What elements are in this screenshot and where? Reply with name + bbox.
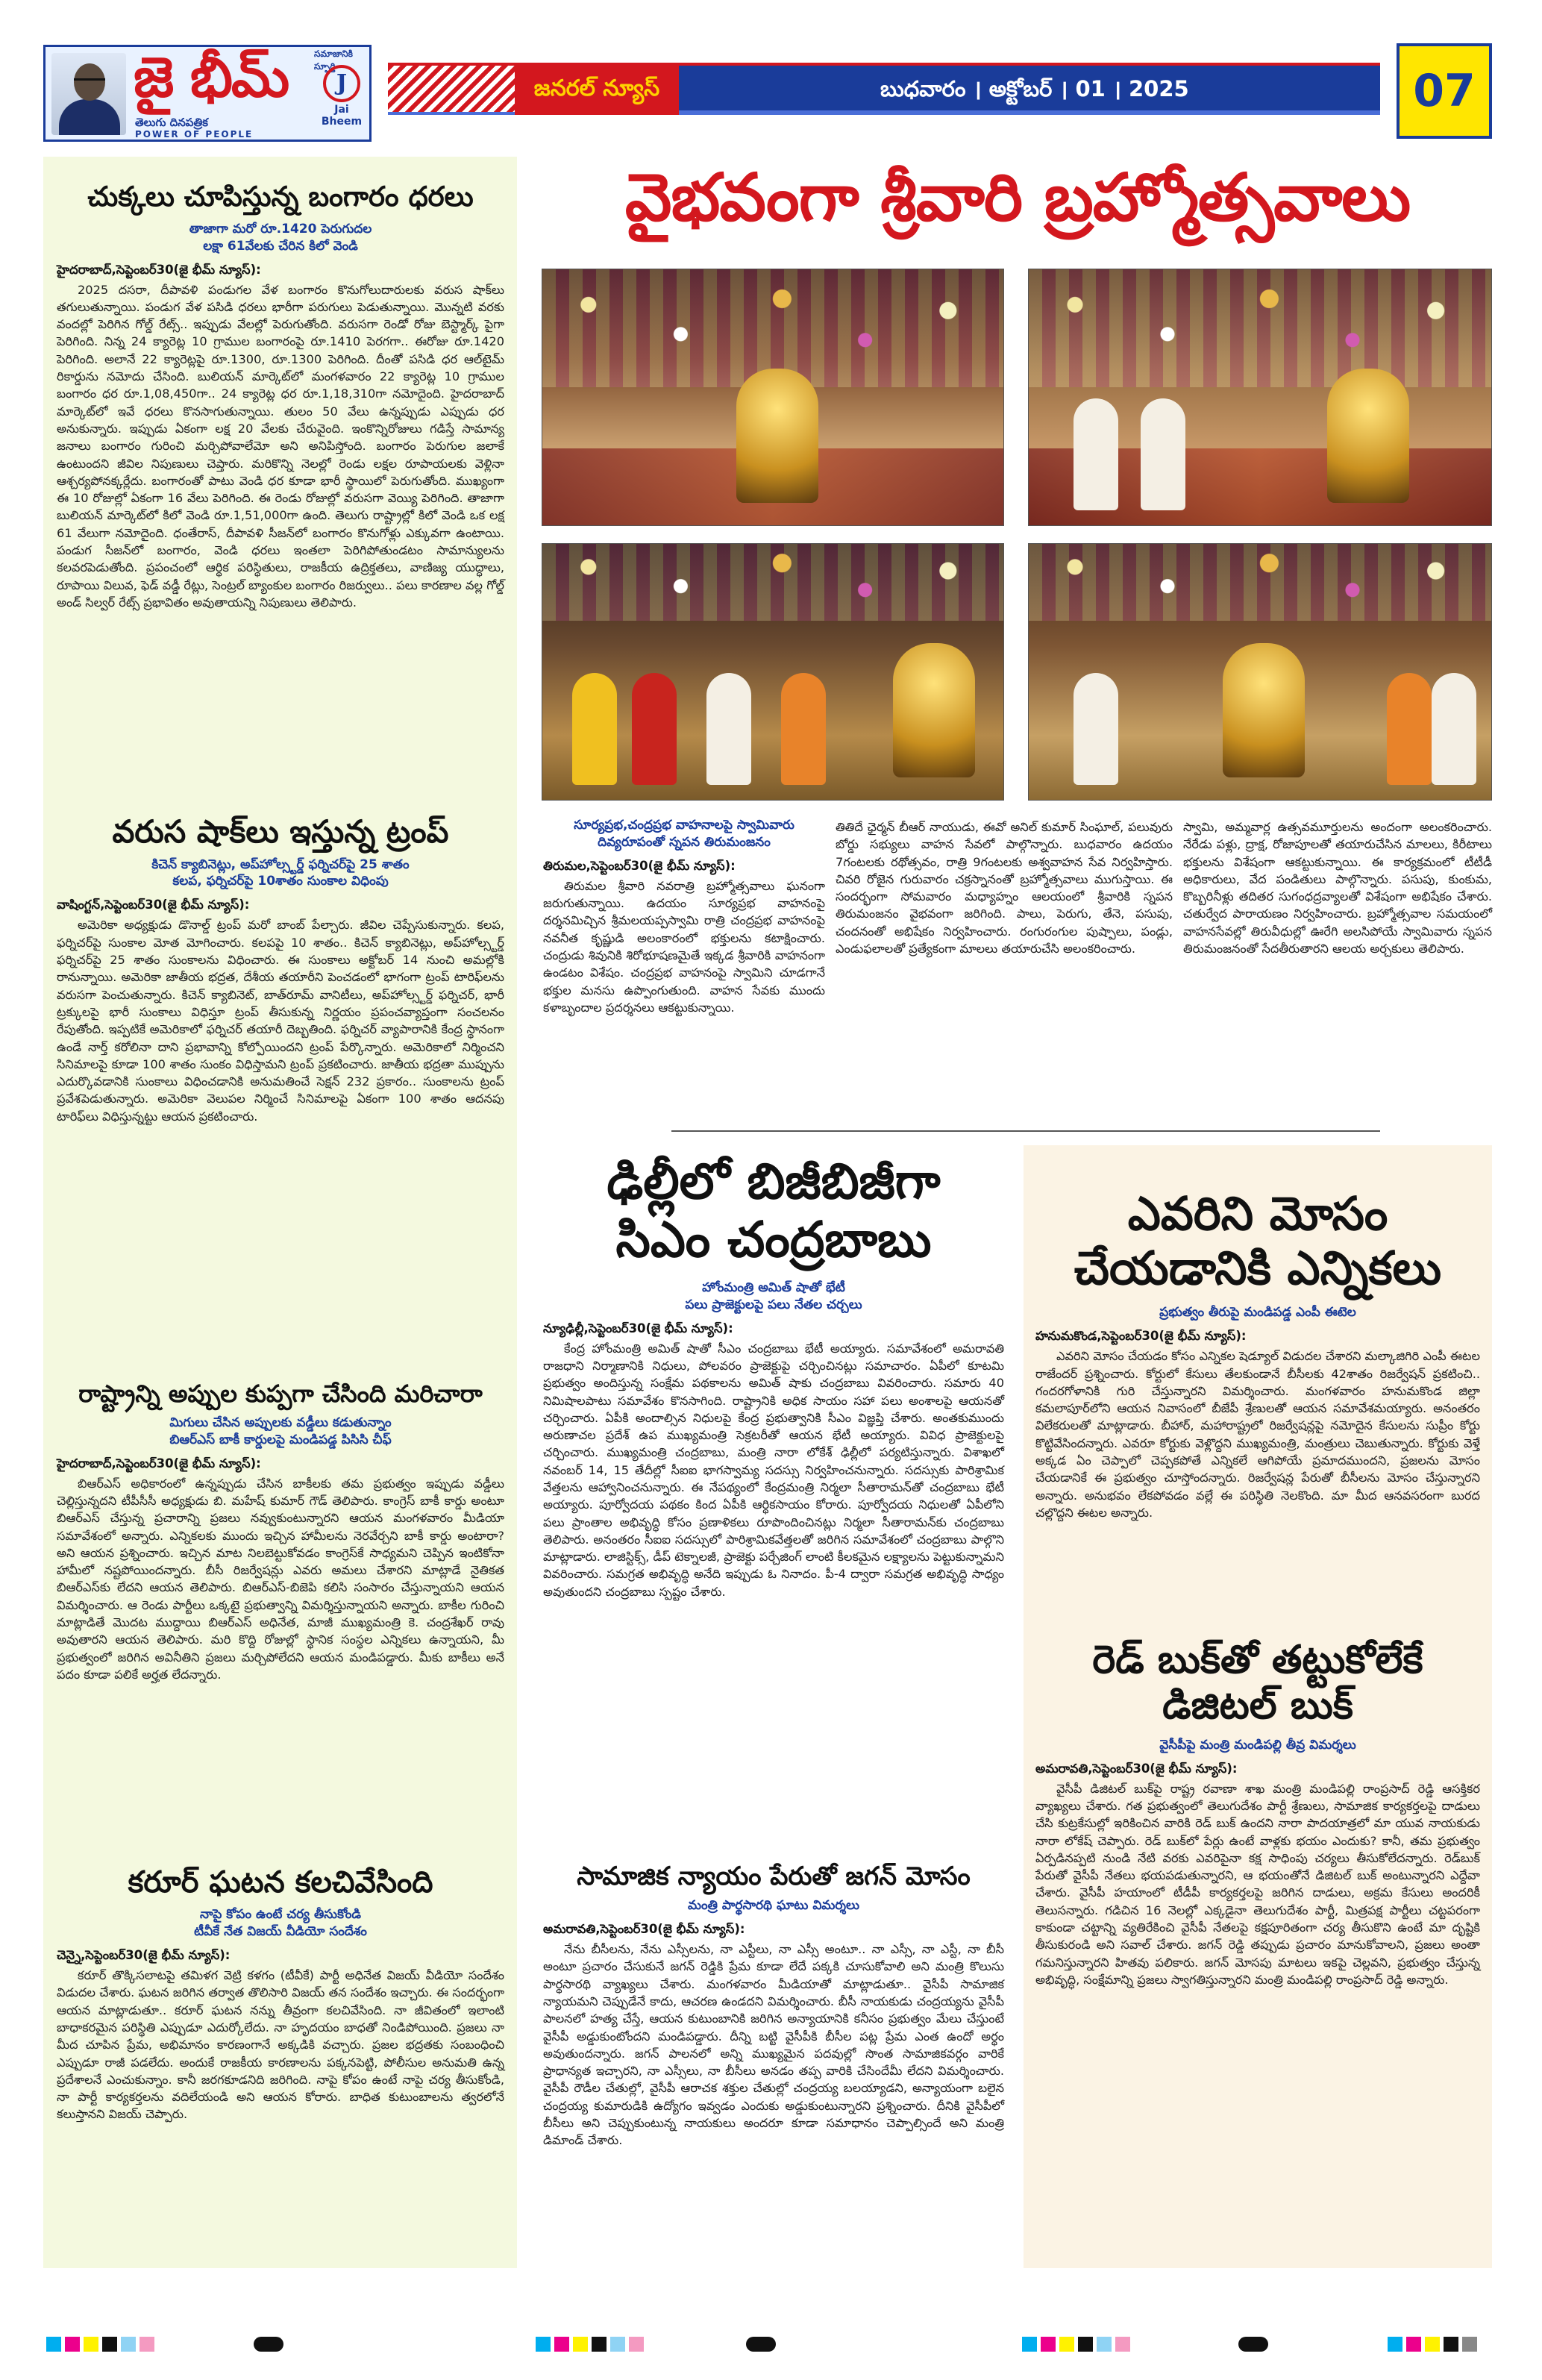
color-bar-3	[1022, 2337, 1130, 2352]
karur-kicker-2: టీవీకే నేత విజయ్ వీడియో సందేశం	[194, 1924, 367, 1940]
utsav-kicker: దివ్యరూపంతో స్నపన తిరుమంజనం	[598, 834, 771, 850]
election-dateline: హనుమకొండ,సెప్టెంబర్30(జై భీమ్ న్యూస్):	[1035, 1329, 1247, 1344]
redbook-body: వైసీపీ డిజిటల్ బుక్‌పై రాష్ట్ర రవాణా శాఖ మంత్రి మండిపల్లి రాంప్రసాద్ రెడ్డి ఆసక్తికర వ్యాఖ్యలు చేశారు. గత ప్రభుత్వంలో తెలుగుదేశం పార్టీ శ్రేణులు, సామాజిక కార్యకర్తలపై దాడులు చేసి కుట్రకేసుల్లో ఇరికించిన వారికి రెడ్ బుక్ ఉందని నారా పాదయాత్రలో మా యువ నాయకుడు నారా లోకేష్ చెప్పారు. రెడ్ బుక్‌లో పేర్లు ఉంటే వాళ్లకు భయం ఎందుకు? కానీ, తమ ప్రభుత్వం ఏర్పడినప్పటి నుండి నేటి వరకు ఎవరిపైనా కక్ష సాధింపు చర్యలు తీసుకోలేదన్నారు. రెడ్‌బుక్ పేరుతో వైసీపీ నేతలు భయపడుతున్నారని, ఆ భయంతోనే డిజిటల్ బుక్ అంటున్నారని ఎద్దేవా చేశారు. వైసీపీ హయాంలో టీడీపీ కార్యకర్తలపై జరిగిన దాడులు, అక్రమ కేసులు అందరికీ తెలుసన్నారు. గడిచిన 16 నెలల్లో ఎక్కడైనా తెలుగుదేశం పార్టీ, మిత్రపక్ష పార్టీలు చట్టపరంగా కాకుండా చట్టాన్ని వ్యతిరేకించి వైసీపీ నేతలపై కక్షపూరితంగా చర్య తీసుకొని ఉంటే మా దృష్టికి తీసుకురండి అని సవాల్ చేశారు. జగన్ రెడ్డి తప్పుడు ప్రచారం మానుకోవాలని, ప్రజలు అంతా గమనిస్తున్నారని హితవు పలికారు. జగన్ మోసపు మాటలు ఇకపై చెల్లవని, ప్రభుత్వం చేస్తున్న అభివృద్ధి, సంక్షేమాన్ని ప్రజలు స్వాగతిస్తున్నారని మంత్రి మండిపల్లి రాంప్రసాద్ రెడ్డి అన్నారు.	[1035, 1781, 1480, 1987]
color-bar-2	[536, 2337, 644, 2352]
debt-dateline: హైదరాబాద్,సెప్టెంబర్30(జై భీమ్ న్యూస్):	[57, 1456, 261, 1471]
logo-name: Jai Bheem	[321, 104, 363, 128]
newspaper-title: జై భీమ్	[134, 46, 289, 110]
delhi-dateline: న్యూఢిల్లీ,సెప్టెంబర్30(జై భీమ్ న్యూస్):	[543, 1321, 733, 1335]
delhi-headline-line2: సిఎం చంద్రబాబు	[615, 1210, 932, 1268]
main-headline: వైభవంగా శ్రీవారి బ్రహ్మోత్సవాలు	[624, 158, 1411, 236]
registration-mark-3	[1238, 2337, 1268, 2352]
delhi-kicker-2: పలు ప్రాజెక్టులపై పలు నేతల చర్చలు	[685, 1297, 862, 1312]
article-karur	[57, 1865, 504, 2123]
left-column	[43, 157, 517, 2268]
karur-kicker-1: నాపై కోపం ఉంటే చర్య తీసుకోండి	[200, 1907, 361, 1923]
social-headline: సామాజిక న్యాయం పేరుతో జగన్ మోసం	[577, 1861, 971, 1891]
utsav-col3	[1183, 817, 1492, 957]
photo-priests-ritual	[1028, 269, 1492, 526]
debt-kicker-2: బిఆర్ఎస్ బాకీ కార్డులపై మండిపడ్డ పిసిసి చీఫ్	[169, 1432, 392, 1447]
article-debt	[57, 1380, 504, 1683]
delhi-headline-line1: ఢిల్లీలో బిజీబిజీగా	[607, 1153, 941, 1210]
trump-kicker-1: కిచెన్ క్యాబినెట్లు, అప్‌హోల్స్టర్డ్ ఫర్నిచర్‌పై 25 శాతం	[151, 857, 410, 872]
social-kicker: మంత్రి పార్థసారథి ఘాటు విమర్శలు	[688, 1898, 859, 1914]
karur-body: కరూర్ తొక్కిసలాటపై తమిళగ వెట్రి కళగం (టీవీకే) పార్టీ అధినేత విజయ్ వీడియో సందేశం విడుదల చేశారు. ఘటన జరిగిన తర్వాత తొలిసారి విజయ్ తన సందేశం ఇచ్చారు. ఈ సందర్భంగా ఆయన మాట్లాడుతూ.. కరూర్ ఘటన నన్ను తీవ్రంగా కలచివేసింది. నా జీవితంలో ఇలాంటి బాధాకరమైన పరిస్థితి ఎప్పుడూ ఎదుర్కోలేదు. నా హృదయం బాధతో నిండిపోయింది. ప్రజలు నా మీద చూపిన ప్రేమ, అభిమానం కారణంగానే అక్కడికి వచ్చారు. ప్రజల భద్రతకు సంబంధించి ఎప్పుడూ రాజీ పడలేదు. అందుకే రాజకీయ కారణాలను పక్కనపెట్టి, పోలీసుల అనుమతి ఉన్న ప్రదేశాలనే ఎంచుకున్నాం. కానీ జరగకూడనిది జరిగింది. నాపై కోపం ఉంటే నాపై చర్య తీసుకోండి, నా పార్టీ కార్యకర్తలను వదిలేయండి అని ఆయన కోరారు. బాధిత కుటుంబాలను త్వరలోనే కలుస్తానని విజయ్ చెప్పారు.	[57, 1968, 504, 2122]
redbook-kicker: వైసీపీపై మంత్రి మండిపల్లి తీవ్ర విమర్శలు	[1159, 1737, 1356, 1753]
masthead	[43, 45, 372, 142]
karur-headline: కరూర్ ఘటన కలచివేసింది	[128, 1865, 433, 1900]
debt-body: బిఆర్ఎస్ అధికారంలో ఉన్నప్పుడు చేసిన బాకీలకు తమ ప్రభుత్వం ఇప్పుడు వడ్డీలు చెల్లిస్తున్నదని టీపీసీసీ అధ్యక్షుడు బి. మహేష్ కుమార్ గౌడ్ తెలిపారు. కాంగ్రెస్ బాకీ కార్డు అంటూ బిఆర్ఎస్ చేస్తున్న ప్రచారాన్ని ప్రజలు నవ్వుకుంటున్నారని ఆయన మంగళవారం మీడియా సమావేశంలో అన్నారు. ఎన్నికలకు ముందు ఇచ్చిన హామీలను నెరవేర్చని బాకీ కార్డు అంటారా? అని ఆయన ప్రశ్నించారు. ఇచ్చిన మాట నిలబెట్టుకోవడం కాంగ్రెస్‌కే సాధ్యమని చెప్పిన ఇంటికోనా హామీలో నష్టపోయిందన్నారు. బీసీ రిజర్వేషన్లు ఎవరు అమలు చేశారని మాట్లాడే నైతికత బిఆర్ఎస్‌కు లేదని ఆయన తెలిపారు. బిఆర్ఎస్-బిజెపి కలిసి సంసారం చేస్తున్నాయని ఆయన విమర్శించారు. ఆ రెండు పార్టీలు ఒక్కటై ప్రభుత్వాన్ని విమర్శిస్తున్నాయని అన్నారు. బాకీల గురించి మాట్లాడితే మొదట ముద్దాయి బిఆర్ఎస్ అధినేత, మాజీ ముఖ్యమంత్రి కె. చంద్రశేఖర్ రావు అవుతారని ఆయన తెలిపారు. మరి కొద్ది రోజుల్లో స్థానిక సంస్థల ఎన్నికలు ఉన్నాయని, మీ ప్రభుత్వంలో జరిగిన అవినీతిని ప్రజలు మర్చిపోలేదని ఆయన మండిపడ్డారు. మీకు బాకీలు అనే పదం కూడా పలికే అర్హత లేదన్నారు.	[57, 1476, 504, 1682]
article-social	[543, 1861, 1004, 2149]
debt-kicker-1: మిగులు చేసిన అప్పులకు వడ్డీలు కడుతున్నాం	[169, 1415, 392, 1430]
trump-headline: వరుస షాక్‌లు ఇస్తున్న ట్రంప్	[112, 813, 449, 850]
utsav-col2	[836, 817, 1173, 957]
page-number: 07	[1397, 43, 1492, 139]
social-body: నేను బీసీలను, నేను ఎస్సీలను, నా ఎస్టీలు, నా ఎస్సీ అంటూ.. నా ఎస్సీ, నా ఎస్టీ, నా బీసీ అంటూ ప్రచారం చేసుకునే జగన్ రెడ్డికి ప్రేమ కూడా లేదే పక్కకి చూసుకోవాలి అని మంత్రి కొలుసు పార్థసారథి వ్యాఖ్యలు చేశారు. మంగళవారం మీడియాతో మాట్లాడుతూ.. వైసీపీ సామాజిక న్యాయమని చెప్పుడేనే కాదు, ఆచరణ ఉండదని విమర్శించారు. బీసీ నాయకుడు చంద్రయ్యను వైసీపీ పాలనలో హత్య చేస్తే, ఆయన కుటుంబానికి జరిగిన అన్యాయానికి కనీసం ప్రభుత్వం మేలు చేస్తుంటే వైసీపీ అడ్డుకుంటోందని మండిపడ్డారు. దీన్ని బట్టి వైసీపీకి బీసీల పట్ల ప్రేమ ఎంత ఉందో అర్థం అవుతుందన్నారు. జగన్ పాలనలో అన్ని ముఖ్యమైన పదవుల్లో సొంత సామాజికవర్గం వారికే ప్రాధాన్యత ఇచ్చారని, నా ఎస్సీలు, నా బీసీలు అనడం తప్ప వారికి చేసిందేమీ లేదని విమర్శించారు. వైసీపీ రౌడీల చేతుల్లో, వైసీపీ ఆరాచక శక్తుల చేతుల్లో చంద్రయ్య బలయ్యాడని, అన్యాయంగా బలైన చంద్రయ్య కుమారుడికి ఉద్యోగం ఇవ్వడం ఎందుకు అడ్డుకుంటున్నారని ప్రశ్నించారు. దీనికి వైసీపీలో బీసీలు అని చెప్పుకుంటున్న నాయకులు అందరూ కూడా సమాధానం చెప్పాల్సిందే అని మంత్రి డిమాండ్ చేశారు.	[543, 1942, 1004, 2148]
utsav-body-col3: స్వామి, అమ్మవార్ల ఉత్సవమూర్తులను అందంగా అలంకరించారు. నేరేడు పళ్లు, ద్రాక్ష, రోజాపూలతో తయారుచేసిన మాలలు, కిరీటాలు భక్తులను విశేషంగా ఆకట్టుకున్నాయి. ఈ కార్యక్రమంలో టీటీడీ అధికారులు, వేద పండితులు పాల్గొన్నారు. పసుపు, కుంకుమ, కొబ్బరినీళ్లు తదితర సుగంధద్రవ్యాలతో విశేషంగా అభిషేకం చేశారు. చతుర్వేద పారాయణం నిర్వహించారు. బ్రహ్మోత్సవాల సమయంలో వాహనసేవల్లో తిరువీధుల్లో ఊరేగి అలసిపోయే స్వామివారు స్నపన తిరుమంజనంతో సేదతీరుతారని ఆలయ అర్చకులు తెలిపారు.	[1183, 820, 1492, 956]
gold-dateline: హైదరాబాద్,సెప్టెంబర్30(జై భీమ్ న్యూస్):	[57, 262, 261, 277]
election-body: ఎవరిని మోసం చేయడం కోసం ఎన్నికల షెడ్యూల్ విడుదల చేశారని మల్కాజిగిరి ఎంపీ ఈటల రాజేందర్ ప్రశ్నించారు. కోర్టులో కేసులు తేలకుండానే బీసీలకు 42శాతం రిజర్వేషన్ ప్రకటించి.. గందరగోళానికి గురి చేస్తున్నారని విమర్శించారు. మంగళవారం హనుమకొండ జిల్లా కమలాపూర్‌లోని ఆయన నివాసంలో బీజేపీ శ్రేణులతో ఆయన సమావేశమయ్యారు. అనంతరం విలేకరులతో మాట్లాడారు. బీహార్, మహారాష్ట్రలో రిజర్వేషన్లపై నమోదైన కేసులను సుప్రీం కోర్టు కొట్టివేసిందన్నారు. ఎవరూ కోర్టుకు వెళ్లొద్దని ముఖ్యమంత్రి, మంత్రులు చెబుతున్నారు. కోర్టుకు వెళ్తే అక్కడ ఏం చెప్పాలో చెప్పకపోతే ఎన్నికలే ఆగిపోయే ప్రమాదముందని, ప్రజలను మోసం చేయడానికే ఈ ప్రభుత్వం చూస్తోందన్నారు. రిజర్వేషన్ల పేరుతో బీసీలను మోసం చేస్తున్నారని అన్నారు. అనుభవం లేకపోవడం వల్లే ఈ పరిస్థితి నెలకొంది. మా మీద ఆనవసరంగా బురద చల్లొద్దని ఈటల అన్నారు.	[1035, 1349, 1480, 1520]
redbook-dateline: అమరావతి,సెప్టెంబర్30(జై భీమ్ న్యూస్):	[1035, 1761, 1238, 1776]
article-redbook	[1035, 1638, 1480, 1988]
newspaper-tagline: తెలుగు దినపత్రిక	[135, 116, 208, 129]
utsav-headline: సూర్యప్రభ,చంద్రప్రభ వాహనాలపై స్వామివారు	[574, 818, 794, 833]
gold-kicker-2: లక్షా 61వేలకు చేరిన కిలో వెండి	[203, 238, 358, 254]
election-headline-line1: ఎవరిని మోసం	[1127, 1186, 1388, 1241]
trump-body: అమెరికా అధ్యక్షుడు డొనాల్డ్ ట్రంప్ మరో బాంబ్ పేల్చారు. జీవిల చెప్పేసుకున్నారు. కలప, ఫర్నిచర్‌పై సుంకాల మోత మోగించారు. కలపపై 10 శాతం.. కిచెన్ క్యాబినెట్లు, అప్‌హోల్స్టర్డ్ ఫర్నిచర్‌పై 25 శాతం సుంకాలను విధించారు. ఈ సుంకాలు అక్టోబర్ 14 నుంచి అమల్లోకి రానున్నాయి. అమెరికా జాతీయ భద్రత, దేశీయ తయారీని పెంచడంలో భాగంగా ట్రంప్ టారిఫ్‌లను వరుసగా పెంచుతున్నారు. కిచెన్ క్యాబినెట్, బాత్‌రూమ్ వానిటీలు, అప్‌హోల్స్టర్డ్ ఫర్నిచర్, భారీ ట్రక్కులపై భారీ సుంకాలు విధిస్తూ ట్రంప్ తీసుకున్న నిర్ణయం ప్రపంచవ్యాప్తంగా సంచలనం రేపుతోంది. ఇప్పటికే అమెరికాలో ఫర్నిచర్ తయారీ దెబ్బతింది. ఫర్నిచర్ వ్యాపారానికి కేంద్ర స్థానంగా ఉండే నార్త్ కరోలినా దాని ప్రభావాన్ని కోల్పోయిందని ట్రంప్ పేర్కొన్నారు. అమెరికాలో నిర్మించని సినిమాలపై కూడా 100 శాతం సుంకం విధిస్తామని ట్రంప్ ప్రకటించారు. జాతీయ భద్రతా ముప్పును ఎదుర్కొవడానికి సుంకాలు విధించడానికి అనుమతించే సెక్షన్ 232 ప్రకారం.. సుంకాలను ట్రంప్ ప్రవేశపెడుతున్నారు. అమెరికా వెలుపల నిర్మించే సినిమాలపై ఏకంగా 100 శాతం ఆదనపు టారిఫ్‌లు విధిస్తున్నట్టు ఆయన ప్రకటించారు.	[57, 918, 504, 1124]
gold-body: 2025 దసరా, దీపావళి పండుగల వేళ బంగారం కొనుగోలుదారులకు వరుస షాక్‌లు తగులుతున్నాయి. పండుగ వేళ పసిడి ధరలు భారీగా పరుగులు పెడుతున్నాయి. మొన్నటి వరకు వందల్లో పెరిగిన గోల్డ్ రేట్స్.. ఇప్పుడు వేలల్లో పెరుగుతోంది. వరుసగా రెండో రోజు బెస్ట్మార్క్ పైగా పెరిగింది. నిన్న 24 క్యారెట్ల 10 గ్రాముల బంగారంపై రూ.1410 పెరగగా.. ఈరోజు రూ.1420 పెరిగింది. అలానే 22 క్యారెట్లపై రూ.1300, రూ.1300 పెరిగింది. దీంతో పసిడి ధర ఆల్‌టైమ్ రికార్డును నమోదు చేసింది. బులియన్ మార్కెట్‌లో మంగళవారం 22 క్యారెట్ల 10 గ్రాముల బంగారం ధర రూ.1,08,450గా.. 24 క్యారెట్ల ధర రూ.1,18,310గా నమోదైంది. హైదరాబాద్ మార్కెట్‌లో ఇవే ధరలు కొనసాగుతున్నాయి. తులం 50 వేలు ఉన్నప్పుడు ఎప్పుడు ధర అనుకున్నారు. ఇప్పుడు ఏకంగా లక్ష 20 వేలకు చేరువైంది. ఇంకొన్నిరోజులు గడిస్తే సామాన్య జనాలు బంగారం గురించి మర్చిపోవాలేమో అని అనిపిస్తోంది. బంగారం పెరుగుల జలాకే ఉంటుందని జీవిల నిపుణులు చెప్తారు. మరికొన్ని నెలల్లో రెండు లక్షల రూపాయలకు వెళ్లినా ఆశ్చర్యపోనక్కర్లేదు. బంగారంతో పాటు వెండి ధర కూడా భారీ స్థాయిలో పెరుగుతోంది. ముఖ్యంగా ఈ 10 రోజుల్లో ఏకంగా 16 వేలు పెరిగింది. ఈ రెండు రోజుల్లో వరుసగా వెయ్యి పెరిగింది. తాజాగా బులియన్ మార్కెట్‌లో కిలో వెండి రూ.1,51,000గా ఉంది. తెలుగు రాష్ట్రాల్లో కిలో వెండి ఒక లక్ష 61 వేలుగా నమోదైంది. ధంతేరాస్, దీపావళి సీజన్‌లో బంగారం కొనుగోళ్లు ఎక్కువగా ఉంటాయి. పండుగ సీజన్‌లో బంగారం, వెండి ధరలు ఇంతలా పెరిగిపోతుండటం సామాన్యులను కలవరపెడుతోంది. ప్రపంచంలో ఆర్థిక పరిస్థితులు, రాజకీయ ఉద్రిక్తతలు, వాణిజ్య యుద్ధాలు, రూపాయి విలువ, ఫెడ్ వడ్డీ రేట్లు, సెంట్రల్ బ్యాంకుల బంగారం రిజర్వులు.. పలు కారణాల వల్ల గోల్డ్ అండ్ సిల్వర్ రేట్స్ ప్రభావితం అవుతాయన్ని నిపుణులు తెలిపారు.	[57, 282, 504, 610]
utsav-body-col2: తితిదే ఛైర్మన్ బీఆర్ నాయుడు, ఈవో అనిల్ కుమార్ సింఘాల్, పలువురు బోర్డు సభ్యులు వాహన సేవలో పాల్గొన్నారు. బుధవారం ఉదయం 7గంటలకు రథోత్సవం, రాత్రి 9గంటలకు అశ్వవాహన సేవ నిర్వహిస్తారు. చివరి రోజైన గురువారం చక్రస్నానంతో బ్రహ్మోత్సవాలు ముగుస్తాయి. ఈ సందర్భంగా సోమవారం మధ్యాహ్నం ఆలయంలో శ్రీవారికి స్నపన తిరుమంజనం వైభవంగా జరిగింది. పాలు, పెరుగు, తేనె, పసుపు, చందనంతో అభిషేకం నిర్వహించారు. రంగురంగుల పుష్పాలు, పండ్లు, ఎండుఫలాలతో ప్రత్యేకంగా మాలలు తయారుచేసి అలంకరించారు.	[836, 820, 1173, 956]
election-headline-line2: చేయడానికి ఎన్నికలు	[1074, 1241, 1442, 1296]
redbook-headline-line2: డిజిటల్ బుక్	[1162, 1683, 1353, 1729]
delhi-body: కేంద్ర హోంమంత్రి అమిత్ షాతో సీఎం చంద్రబాబు భేటీ అయ్యారు. సమావేశంలో అమరావతి రాజధాని నిర్మాణానికి నిధులు, పోలవరం ప్రాజెక్టుపై చర్చించినట్లు సమాచారం. ఏపీలో కూటమి ప్రభుత్వం అందిస్తున్న సంక్షేమ పథకాలను అమిత్ షాకు చంద్రబాబు వివరించారు. సమారు 40 నిమిషాలపాటు సమావేశం కొనసాగింది. రాష్ట్రానికి అధిక సాయం సహా పలు అంశాలపై ఆయనతో చర్చించారు. ఏపీకి అందాల్సిన నిధులపై కేంద్ర ప్రభుత్వానికి సీఎం విజ్ఞప్తి చేశారు. అంతకుముందు అరుణాచల ప్రదేశ్ ఉప ముఖ్యమంత్రి సెక్రటరీతో ఆయన భేటీ అయ్యారు. వివిధ ప్రాజెక్టులపై చర్చించారు. ముఖ్యమంత్రి చంద్రబాబు, మంత్రి నారా లోకేశ్ ఢిల్లీలో పర్యటిస్తున్నారు. విశాఖలో నవంబర్ 14, 15 తేదీల్లో సీఐఐ భాగస్వామ్య సదస్సు నిర్వహించనున్నారు. సదస్సుకు పారిశ్రామిక వేత్తలను ఆహ్వానించనున్నారు. ఈ నేపథ్యంలో కేంద్రమంత్రి నిర్మలా సీతారామన్‌తో చంద్రబాబు భేటీ అయ్యారు. పూర్వోదయ పథకం కింద ఏపీకి ఆర్థికసాయం కోరారు. పూర్వోదయ నిధులతో ఏపీలోని పలు ప్రాంతాల అభివృద్ధి కోసం ప్రణాళికలు రూపొందించినట్లు నిర్మలా సీతారామన్‌కు చంద్రబాబు తెలిపారు. అనంతరం సీఐఐ సదస్సులో పారిశ్రామికవేత్తలతో జరిగిన సమావేశంలో చంద్రబాబు పాల్గొని మాట్లాడారు. లాజిస్టిక్స్, డీప్ టెక్నాలజీ, ప్రాజెక్టు పర్చేజింగ్ లాంటి కీలకమైన లక్ష్యాలను పెట్టుకున్నామని వివరించారు. సమగ్రత అభివృద్ధి అనేది ఇప్పుడు ఓ నినాదం. పీ-4 ద్వారా సమగ్రత అభివృద్ధి సాధ్యం అవుతుందని చంద్రబాబు స్పష్టం చేశారు.	[543, 1341, 1004, 1599]
photo-devotees-offering	[542, 543, 1004, 801]
section-label: జనరల్ న్యూస్	[515, 63, 679, 115]
jai-bheem-logo	[318, 65, 366, 137]
photo-temple-decoration	[542, 269, 1004, 526]
section-divider	[671, 1130, 1380, 1132]
registration-mark-2	[746, 2337, 776, 2352]
logo-letter: J	[323, 65, 360, 102]
header-hatch	[388, 66, 515, 112]
newspaper-subtitle: POWER OF PEOPLE	[135, 129, 254, 140]
color-bar-4	[1388, 2337, 1477, 2352]
edition-date: బుధవారం । అక్టోబర్ । 01 । 2025	[880, 76, 1189, 101]
ambedkar-portrait	[51, 53, 126, 135]
trump-kicker-2: కలప, ఫర్నిచర్‌పై 10శాతం సుంకాల విధింపు	[172, 874, 389, 889]
article-gold	[57, 181, 504, 611]
article-utsav	[543, 817, 825, 1016]
article-election	[1035, 1186, 1480, 1521]
gold-kicker-1: తాజాగా మరో రూ.1420 పెరుగుదల	[189, 221, 372, 237]
redbook-headline-line1: రెడ్ బుక్‌తో తట్టుకోలేకే	[1092, 1638, 1423, 1682]
registration-mark-1	[254, 2337, 283, 2352]
gold-headline: చుక్కలు చూపిస్తున్న బంగారం ధరలు	[87, 181, 474, 213]
right-box	[1024, 1145, 1492, 2268]
article-trump	[57, 813, 504, 1125]
election-kicker: ప్రభుత్వం తీరుపై మండిపడ్డ ఎంపీ ఈటెల	[1159, 1305, 1356, 1321]
karur-dateline: చెన్నై,సెప్టెంబర్30(జై భీమ్ న్యూస్):	[57, 1948, 231, 1963]
utsav-body-col1: తిరుమల శ్రీవారి నవరాత్రి బ్రహ్మోత్సవాలు ఘనంగా జరుగుతున్నాయి. ఉదయం సూర్యప్రభ వాహనంపై దర్శనమిచ్చిన శ్రీమలయప్పస్వామి రాత్రి చంద్రప్రభ వాహనంపై నవనీత కృష్ణుడి అలంకారంలో భక్తులను కటాక్షించారు. చంద్రుడు శివునికి శిరోభూషణమైతే ఇక్కడ శ్రీవారికి వాహనంగా ఉండటం విశేషం. చంద్రప్రభ వాహనంపై స్వామిని చూడగానే భక్తుల మనసు ఉప్పొంగుతుంది. వాహన సేవకు ముందు కళాబృందాల ప్రదర్శనలు ఆకట్టుకున్నాయి.	[543, 878, 825, 1015]
masthead-top-tag: సమాజానికి స్ఫూర్తి	[314, 48, 353, 72]
utsav-dateline: తిరుమల,సెప్టెంబర్30(జై భీమ్ న్యూస్):	[543, 858, 736, 873]
delhi-kicker-1: హోంమంత్రి అమిత్ షాతో భేటీ	[702, 1280, 845, 1295]
social-dateline: అమరావతి,సెప్టెంబర్30(జై భీమ్ న్యూస్):	[543, 1922, 745, 1937]
color-bar-1	[46, 2337, 154, 2352]
trump-dateline: వాషింగ్టన్,సెప్టెంబర్30(జై భీమ్ న్యూస్):	[57, 898, 250, 912]
article-delhi	[543, 1153, 1004, 1600]
debt-headline: రాష్ట్రాన్ని అప్పుల కుప్పగా చేసింది మరిచారా	[78, 1380, 483, 1408]
photo-snapana-thirumanjanam	[1028, 543, 1492, 801]
